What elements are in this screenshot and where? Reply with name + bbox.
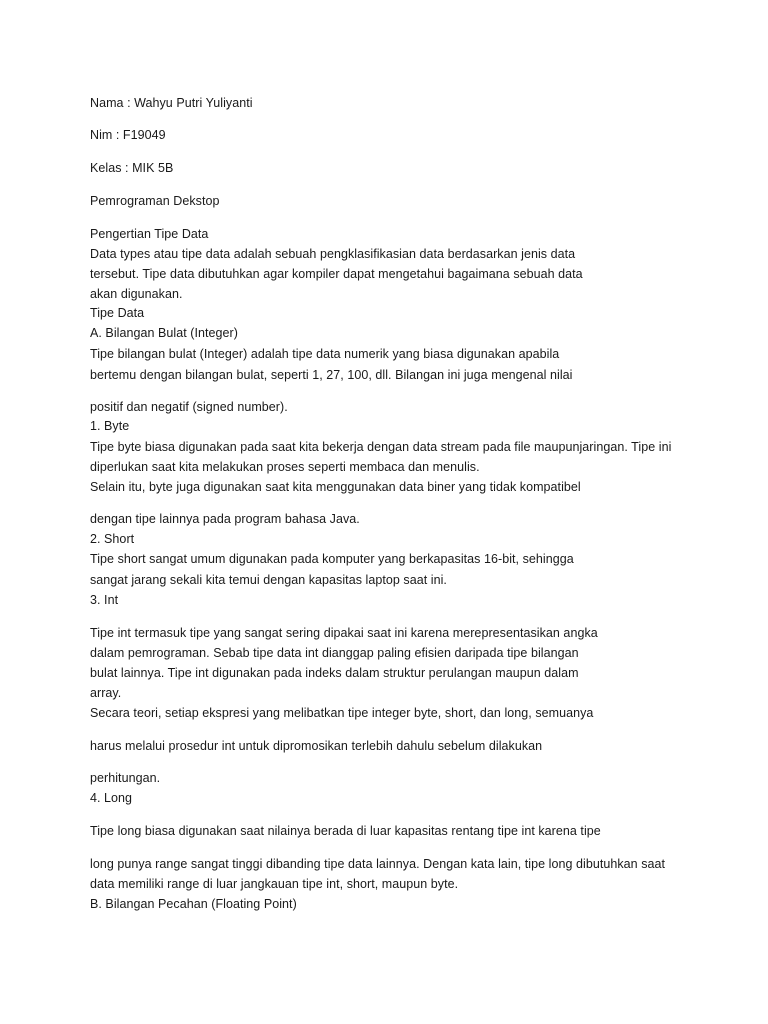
paragraph-line: Secara teori, setiap ekspresi yang melibatkan tipe integer byte, short, dan long, semuanya [90, 706, 594, 720]
item-heading: 4. Long [90, 791, 133, 805]
paragraph-line: harus melalui prosedur int untuk dipromosikan terlebih dahulu sebelum dilakukan [90, 739, 543, 753]
nim-line: Nim : F19049 [90, 128, 166, 142]
paragraph-line: akan digunakan. [90, 287, 183, 301]
paragraph-line: Data types atau tipe data adalah sebuah pengklasifikasian data berdasarkan jenis data [90, 247, 576, 261]
paragraph-line: Selain itu, byte juga digunakan saat kita menggunakan data biner yang tidak kompatibel [90, 480, 581, 494]
subsection-heading: B. Bilangan Pecahan (Floating Point) [90, 897, 297, 911]
paragraph-line: Tipe byte biasa digunakan pada saat kita bekerja dengan data stream pada file maupunjaringan. Tipe ini [90, 440, 672, 454]
paragraph-line: array. [90, 686, 122, 700]
course-title: Pemrograman Dekstop [90, 194, 220, 208]
paragraph-line: long punya range sangat tinggi dibanding tipe data lainnya. Dengan kata lain, tipe long dibutuhkan saat [90, 857, 666, 871]
paragraph-line: sangat jarang sekali kita temui dengan kapasitas laptop saat ini. [90, 573, 447, 587]
paragraph-line: perhitungan. [90, 771, 161, 785]
subsection-heading: A. Bilangan Bulat (Integer) [90, 326, 238, 340]
paragraph-line: diperlukan saat kita melakukan proses seperti membaca dan menulis. [90, 460, 480, 474]
paragraph-line: Tipe long biasa digunakan saat nilainya berada di luar kapasitas rentang tipe int karena tipe [90, 824, 601, 838]
name-line: Nama : Wahyu Putri Yuliyanti [90, 96, 253, 110]
paragraph-line: dengan tipe lainnya pada program bahasa Java. [90, 512, 360, 526]
paragraph-line: tersebut. Tipe data dibutuhkan agar kompiler dapat mengetahui bagaimana sebuah data [90, 267, 583, 281]
class-line: Kelas : MIK 5B [90, 161, 174, 175]
section-heading: Tipe Data [90, 306, 145, 320]
paragraph-line: Tipe short sangat umum digunakan pada komputer yang berkapasitas 16-bit, sehingga [90, 552, 574, 566]
paragraph-line: data memiliki range di luar jangkauan tipe int, short, maupun byte. [90, 877, 459, 891]
paragraph-line: Tipe bilangan bulat (Integer) adalah tipe data numerik yang biasa digunakan apabila [90, 347, 560, 361]
item-heading: 1. Byte [90, 419, 130, 433]
paragraph-line: bertemu dengan bilangan bulat, seperti 1, 27, 100, dll. Bilangan ini juga mengenal nilai [90, 368, 573, 382]
paragraph-line: Tipe int termasuk tipe yang sangat sering dipakai saat ini karena merepresentasikan angka [90, 626, 598, 640]
paragraph-line: bulat lainnya. Tipe int digunakan pada indeks dalam struktur perulangan maupun dalam [90, 666, 579, 680]
paragraph-line: dalam pemrograman. Sebab tipe data int dianggap paling efisien daripada tipe bilangan [90, 646, 579, 660]
item-heading: 2. Short [90, 532, 135, 546]
section-heading: Pengertian Tipe Data [90, 227, 209, 241]
item-heading: 3. Int [90, 593, 119, 607]
paragraph-line: positif dan negatif (signed number). [90, 400, 288, 414]
